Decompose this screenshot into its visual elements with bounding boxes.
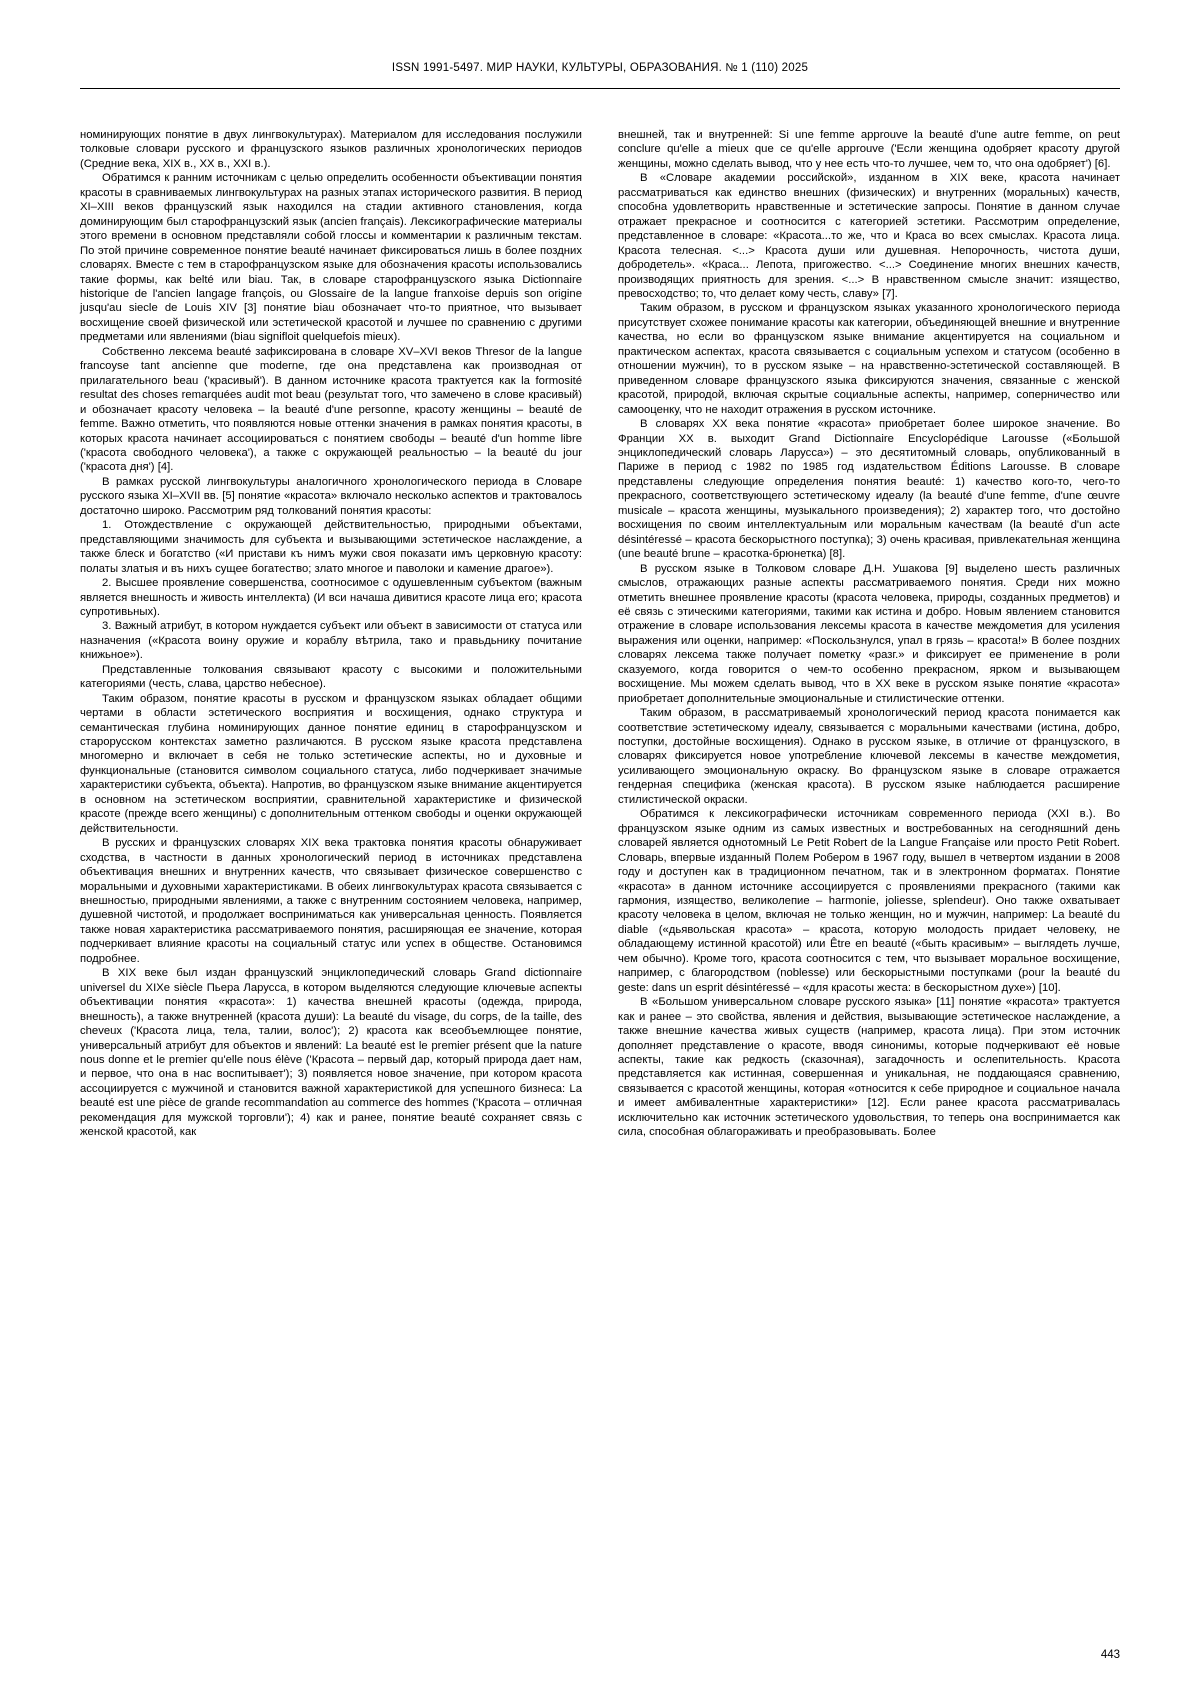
paragraph: Обратимся к ранним источникам с целью определить особенности объективации понятия красоты в сравниваемых лингвокультурах на разных этапах исторического развития. В период XI–XIII веков французский язык находился на стадии активного становления, когда доминирующим был старофранцузский язык (ancien français). Лексикографические материалы этого времени в основном представляли собой глоссы и комментарии к различным текстам. По этой причине современное понятие beauté начинает фиксироваться лишь в более поздних словарях. Вместе с тем в старофранцузском языке для обозначения красоты использовались такие формы, как belté или biau. Так, в словаре старофранцузского языка Dictionnaire historique de l'ancien langage françois, ou Glossaire de la langue franxoise depuis son origine jusqu'au siecle de Louis XIV [3] понятие biau обозначает что-то приятное, что вызывает восхищение своей физической или эстетической красотой и лучшее по сравнению с другими предметами или явлениями (biau signifloit quelquefois mieux). [80,172,582,344]
paragraph: Обратимся к лексикографически источникам современного периода (XXI в.). Во французском языке одним из самых известных и востребованных на сегодняшний день словарей является однотомный Le Petit Robert de la Langue Française или просто Petit Robert. Словарь, впервые изданный Полем Робером в 1967 году, вышел в четвертом издании в 2008 году и доступен как в традиционном печатном, так и в электронном форматах. Понятие «красота» в данном источнике ассоциируется с проявлениями прекрасного (такими как гармония, изящество, великолепие – harmonie, joliesse, splendeur). Оно также охватывает красоту человека в целом, включая не только женщин, но и мужчин, например: La beauté du diable («дьявольская красота» – красота, которую молодость придает человеку, не обладающему истинной красотой) или Être en beauté («быть красивым» – выглядеть лучше, чем обычно). Кроме того, красота соотносится с тем, что вызывает моральное восхищение, например, с благородством (noblesse) или бескорыстными поступками (pour la beauté du geste: dans un esprit désintéressé – «для красоты жеста: в бескорыстном духе») [10]. [618,808,1120,994]
paragraph: Таким образом, понятие красоты в русском и французском языках обладает общими чертами в области эстетического восприятия и восхищения, однако структура и семантическая глубина номинирующих данное понятие единиц в старофранцузском и старорусском контекстах заметно различаются. В русском языке красота представлена многомерно и включает в себя не только эстетические аспекты, но и духовные и функциональные (становится символом социального статуса, либо подчеркивает значимые характеристики субъекта, объекта). Напротив, во французском языке внимание акцентируется в основном на эстетическом восприятии, сравнительной характеристике и физической красоте (прежде всего женщины) с дополнительным оттенком свободы и оценки окружающей действительности. [80,692,582,835]
left-column [80,128,582,1627]
page-number: 443 [1100,1649,1120,1661]
list-item: 2. Высшее проявление совершенства, соотносимое с одушевленным субъектом (важным является внешность и живость интеллекта) (И вси начаша дивитися красоте лица его; красота супротивьных). [80,577,582,618]
paragraph: В словарях XX века понятие «красота» приобретает более широкое значение. Во Франции XX в. выходит Grand Dictionnaire Encyclopédique Larousse («Большой энциклопедический словарь Ларусса») – это десятитомный словарь, опубликованный в Париже в период с 1982 по 1985 год издательством Éditions Larousse. В словаре представлены следующие определения понятия beauté: 1) качество кого-то, чего-то прекрасного, соответствующего эстетическому идеалу (la beauté d'une femme, d'une œuvre musicale – красота женщины, музыкального произведения); 2) характер того, что достойно восхищения по своим интеллектуальным или моральным качествам (la beauté d'un acte désintéressé – красота бескорыстного поступка); 3) очень красивая, привлекательная женщина (une beauté brune – красотка-брюнетка) [8]. [618,418,1120,561]
paragraph: номинирующих понятие в двух лингвокультурах). Материалом для исследования послужили толковые словари русского и французского языков различных хронологических периодов (Средние века, XIX в., XX в., XXI в.). [80,129,582,170]
list-item: 1. Отождествление с окружающей действительностью, природными объектами, представляющими значимость для субъекта и вызывающими эстетическое наслаждение, а также блеск и богатство («И пристави къ нимъ мужи своя показати имъ церковную красоту: полаты златыя и въ нихъ сущее богатество; злато многое и паволоки и камение драгое»). [80,519,582,575]
paragraph: В «Большом универсальном словаре русского языка» [11] понятие «красота» трактуется как и ранее – это свойства, явления и действия, вызывающие эстетическое наслаждение, а также внешние качества живых существ (например, красота лица). При этом источник дополняет представление о красоте, вводя синонимы, которые подчеркивают её новые аспекты, такие как редкость (сказочная), загадочность и ослепительность. Красота представляется как истинная, совершенная и уникальная, не поддающаяся сравнению, связывается с красотой женщины, которая «относится к себе природное и социальное начала и имеет амбивалентные характеристики» [12]. Если ранее красота рассматривалась исключительно как источник эстетического удовольствия, то теперь она воспринимается как сила, способная облагораживать и преобразовывать. Более [618,996,1120,1139]
two-column-body [80,128,1120,1627]
right-column [618,128,1120,1627]
paragraph: Таким образом, в рассматриваемый хронологический период красота понимается как соответствие эстетическому идеалу, связывается с моральными качествами (истина, добро, поступки, достойные восхищения). Однако в русском языке, в отличие от французского, в словарях фиксируется новое употребление ключевой лексемы в качестве междометия, усиливающего эмоциональную окраску. Во французском языке в словаре отражается гендерная специфика (женская красота). В русском языке наблюдается расширение стилистической окраски. [618,707,1120,806]
paragraph: Собственно лексема beauté зафиксирована в словаре XV–XVI веков Thresor de la langue francoyse tant ancienne que moderne, где она представлена как производная от прилагательного beau ('красивый'). В данном источнике красота трактуется как la formosité resultat des choses remarquées audit mot beau (результат того, что замечено в слове красивый) и обозначает красоту человека – la beauté d'une personne, красоту женщины – beauté de femme. Важно отметить, что появляются новые оттенки значения в рамках понятия красоты, в которых красота начинает ассоциироваться с понятием свободы – beauté d'un homme libre ('красота свободного человека'), а также с окружающей реальностью – la beauté du jour ('красота дня') [4]. [80,345,582,474]
paragraph: В русском языке в Толковом словаре Д.Н. Ушакова [9] выделено шесть различных смыслов, отражающих разные аспекты рассматриваемого понятия. Среди них можно отметить внешнее проявление красоты (красота человека, природы, созданных предметов) и её связь с этическими категориями, такими как истина и добро. Новым явлением становится отражение в словаре использования лексемы красота в качестве междометия для усиления выражения или оценки, например: «Поскользнулся, упал в грязь – красота!» В более поздних словарях лексема также получает пометку «разг.» и фиксирует ее применение в роли сказуемого, когда говорится о чем-то особенно прекрасном, ярком и вызывающем восхищение. Мы можем сделать вывод, что в XX веке в русском языке понятие «красота» приобретает дополнительные эмоциональные и стилистические оттенки. [618,562,1120,705]
paragraph: Представленные толкования связывают красоту с высокими и положительными категориями (честь, слава, царство небесное). [80,663,582,691]
paragraph: В XIX веке был издан французский энциклопедический словарь Grand dictionnaire universel du XIXe siècle Пьера Ларусса, в котором выделяются следующие ключевые аспекты объективации понятия «красота»: 1) качества внешней красоты (одежда, природа, внешность), а также внутренней (красота души): La beauté du visage, du corps, de la taille, des cheveux ('Красота лица, тела, талии, волос'); 2) красота как всеобъемлющее понятие, универсальный атрибут для объектов и явлений: La beauté est le premier présent que la nature nous donne et le premier qu'elle nous élève ('Красота – первый дар, который природа дает нам, и первое, что она в нас воспитывает'); 3) появляется новое значение, при котором красота ассоциируется с мужчиной и становится важной характеристикой для успешного бизнеса: La beauté est une pièce de grande recommandation au commerce des hommes ('Красота – отличная рекомендация для мужской торговли'); 4) как и ранее, понятие beauté сохраняет связь с женской красотой, как [80,967,582,1139]
list-item: 3. Важный атрибут, в котором нуждается субъект или объект в зависимости от статуса или назначения («Красота воину оружие и кораблу вѣтрила, тако и правьдьнику почитание книжьное»). [80,620,582,662]
paragraph: В «Словаре академии российской», изданном в XIX веке, красота начинает рассматриваться как единство внешних (физических) и внутренних (моральных) качеств, способна удовлетворить нравственные и эстетические запросы. Понятие в данном случае отражает прекрасное и соотносится с категорией эстетики. Рассмотрим определение, представленное в словаре: «Красота...то же, что и Краса во всех смыслах. Красота лица. Красота телесная. <...> Красота души или душевная. Непорочность, чистота души, добродетель». «Краса... Лепота, пригожество. <...> Соединение многих внешних качеств, производящих приятность для зрения. <...> В нравственном смысле значит: изящество, превосходство; то, что делает кому честь, славу» [7]. [618,172,1120,300]
paragraph: В русских и французских словарях XIX века трактовка понятия красоты обнаруживает сходства, в частности в данных хронологический период в источниках представлена объективация внешних и внутренних качеств, что связывает физическое совершенство с моральными и духовными характеристиками. В обеих лингвокультурах красота связывается с внешностью, природными явлениями, а также с внутренним состоянием человека, например, душевной чистотой, и продолжает восприниматься как универсальная ценность. Появляется также новая характеристика рассматриваемого понятия, расширяющая ее значение, которая подчеркивает влияние красоты на социальный статус или успех в обществе. Остановимся подробнее. [80,837,582,965]
paragraph: В рамках русской лингвокультуры аналогичного хронологического периода в Словаре русского языка XI–XVII вв. [5] понятие «красота» включало несколько аспектов и трактовалось достаточно широко. Рассмотрим ряд толкований понятия красоты: [80,475,582,517]
paragraph: Таким образом, в русском и французском языках указанного хронологического периода присутствует схожее понимание красоты как категории, объединяющей внешние и внутренние качества, но если во французском языке внимание акцентируется на социальном и практическом аспектах, красота связывается с социальным успехом и статусом (особенно в отношении мужчин), то в русском языке – на нравственно-эстетической составляющей. В приведенном словаре французского языка фиксируются значения, связанные с женской красотой, природой, включая скрытые социальные аспекты, например, соперничество или самооценку, что не находит отражения в русском источнике. [618,302,1120,416]
running-header: ISSN 1991-5497. МИР НАУКИ, КУЛЬТУРЫ, ОБРАЗОВАНИЯ. № 1 (110) 2025 [391,62,809,74]
header-divider [80,88,1120,89]
paragraph: внешней, так и внутренней: Si une femme approuve la beauté d'une autre femme, on peut conclure qu'elle a mieux que ce qu'elle approuve ('Если женщина одобряет красоту другой женщины, можно сделать вывод, что у нее есть что-то лучшее, чем то, что она одобряет') [6]. [618,129,1120,170]
